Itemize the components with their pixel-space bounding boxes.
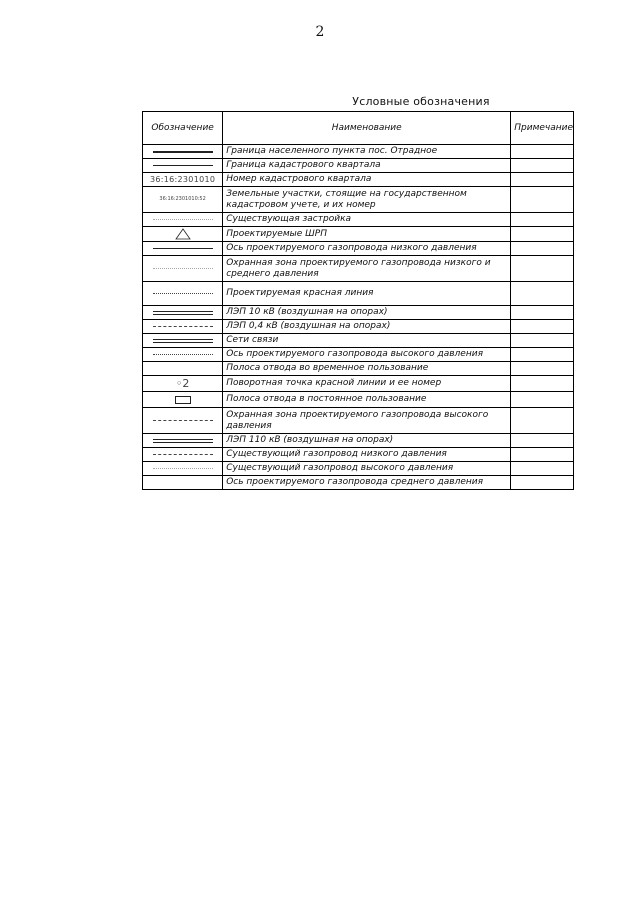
legend-name: ЛЭП 10 кВ (воздушная на опорах) [223, 306, 511, 320]
legend-row [143, 434, 574, 448]
legend-name: Земельные участки, стоящие на государственном кадастровом учете, и их номер [223, 187, 511, 213]
turning-point-number: 2 [182, 377, 190, 390]
legend-row [143, 187, 574, 213]
legend-symbol [143, 408, 223, 434]
symbol-column-header: Обозначение [143, 112, 223, 145]
cadastral-quarter-boundary-line [153, 165, 213, 166]
high-pressure-axis-line [153, 354, 213, 355]
legend-row [143, 348, 574, 362]
legend-row [143, 462, 574, 476]
legend-name: ЛЭП 0,4 кВ (воздушная на опорах) [223, 320, 511, 334]
power-line-10kv-symbol [153, 311, 213, 315]
legend-symbol [143, 362, 223, 376]
legend-row [143, 282, 574, 306]
legend-name: Охранная зона проектируемого газопровода высокого давления [223, 408, 511, 434]
legend-name: Существующая застройка [223, 213, 511, 227]
legend-header-row [143, 112, 574, 145]
legend-name: Полоса отвода во временное пользование [223, 362, 511, 376]
legend-name: ЛЭП 110 кВ (воздушная на опорах) [223, 434, 511, 448]
legend-symbol [143, 159, 223, 173]
settlement-boundary-line [153, 151, 213, 153]
legend-row [143, 392, 574, 408]
legend-name: Сети связи [223, 334, 511, 348]
existing-buildings-symbol [153, 219, 213, 220]
legend-note [511, 348, 574, 362]
legend-symbol [143, 282, 223, 306]
legend-row [143, 362, 574, 376]
legend-symbol [143, 392, 223, 408]
legend-name: Охранная зона проектируемого газопровода низкого и среднего давления [223, 256, 511, 282]
legend-name: Ось проектируемого газопровода высокого давления [223, 348, 511, 362]
legend-symbol [143, 448, 223, 462]
legend-symbol [143, 434, 223, 448]
legend-note [511, 213, 574, 227]
legend-name: Полоса отвода в постоянное пользование [223, 392, 511, 408]
legend-note [511, 462, 574, 476]
legend-symbol [143, 476, 223, 490]
low-pressure-axis-line [153, 248, 213, 249]
legend-symbol [143, 306, 223, 320]
legend-row [143, 476, 574, 490]
legend-name: Существующий газопровод высокого давления [223, 462, 511, 476]
legend-symbol [143, 320, 223, 334]
legend-row [143, 242, 574, 256]
legend-note [511, 187, 574, 213]
legend-name: Существующий газопровод низкого давления [223, 448, 511, 462]
triangle-icon [175, 228, 191, 240]
legend-table [142, 111, 574, 490]
existing-high-gas-line [153, 468, 213, 469]
legend-name: Поворотная точка красной линии и ее номер [223, 376, 511, 392]
legend-note [511, 376, 574, 392]
legend-symbol [143, 187, 223, 213]
legend-symbol [143, 213, 223, 227]
legend-name: Граница населенного пункта пос. Отрадное [223, 145, 511, 159]
legend-note [511, 173, 574, 187]
legend-note [511, 408, 574, 434]
legend-row [143, 145, 574, 159]
legend-row [143, 448, 574, 462]
legend-row [143, 159, 574, 173]
legend-row [143, 320, 574, 334]
page-number: 2 [315, 24, 325, 40]
legend-note [511, 256, 574, 282]
protection-zone-low-line [153, 268, 213, 269]
red-line-symbol [153, 293, 213, 294]
legend-note [511, 448, 574, 462]
legend-row [143, 173, 574, 187]
legend-row [143, 334, 574, 348]
legend-name: Проектируемые ШРП [223, 227, 511, 242]
legend-name: Ось проектируемого газопровода низкого давления [223, 242, 511, 256]
legend-row [143, 306, 574, 320]
permanent-strip-rect-icon [175, 396, 191, 404]
legend-symbol [143, 462, 223, 476]
power-line-110kv-symbol [153, 439, 213, 443]
legend-row [143, 376, 574, 392]
legend-symbol [143, 348, 223, 362]
legend-note [511, 320, 574, 334]
communication-network-symbol [153, 339, 213, 343]
legend-note [511, 227, 574, 242]
name-column-header: Наименование [223, 112, 511, 145]
legend-note [511, 159, 574, 173]
legend-row [143, 256, 574, 282]
protection-zone-high-line [153, 420, 213, 421]
legend-note [511, 476, 574, 490]
legend-name: Номер кадастрового квартала [223, 173, 511, 187]
legend-symbol [143, 242, 223, 256]
legend-symbol [143, 227, 223, 242]
legend-name: Граница кадастрового квартала [223, 159, 511, 173]
legend-note [511, 282, 574, 306]
legend-title: Условные обозначения [352, 95, 490, 108]
turning-point-symbol: ◦2 [175, 377, 190, 390]
legend-note [511, 434, 574, 448]
legend-note [511, 392, 574, 408]
legend-symbol [143, 173, 223, 187]
legend-note [511, 306, 574, 320]
legend-row [143, 213, 574, 227]
legend-symbol [143, 334, 223, 348]
legend-name: Проектируемая красная линия [223, 282, 511, 306]
note-column-header: Примечание [511, 112, 574, 145]
legend-name: Ось проектируемого газопровода среднего давления [223, 476, 511, 490]
land-plot-number-sample: 36:16:2301010:52 [159, 196, 206, 202]
legend-note [511, 145, 574, 159]
power-line-04kv-symbol [153, 326, 213, 327]
legend-note [511, 362, 574, 376]
legend-note [511, 242, 574, 256]
legend-row [143, 227, 574, 242]
existing-low-gas-line [153, 454, 213, 455]
legend-row [143, 408, 574, 434]
legend-symbol [143, 256, 223, 282]
cadastral-number-sample: 36:16:2301010 [149, 175, 216, 184]
legend-symbol [143, 376, 223, 392]
legend-symbol [143, 145, 223, 159]
legend-note [511, 334, 574, 348]
